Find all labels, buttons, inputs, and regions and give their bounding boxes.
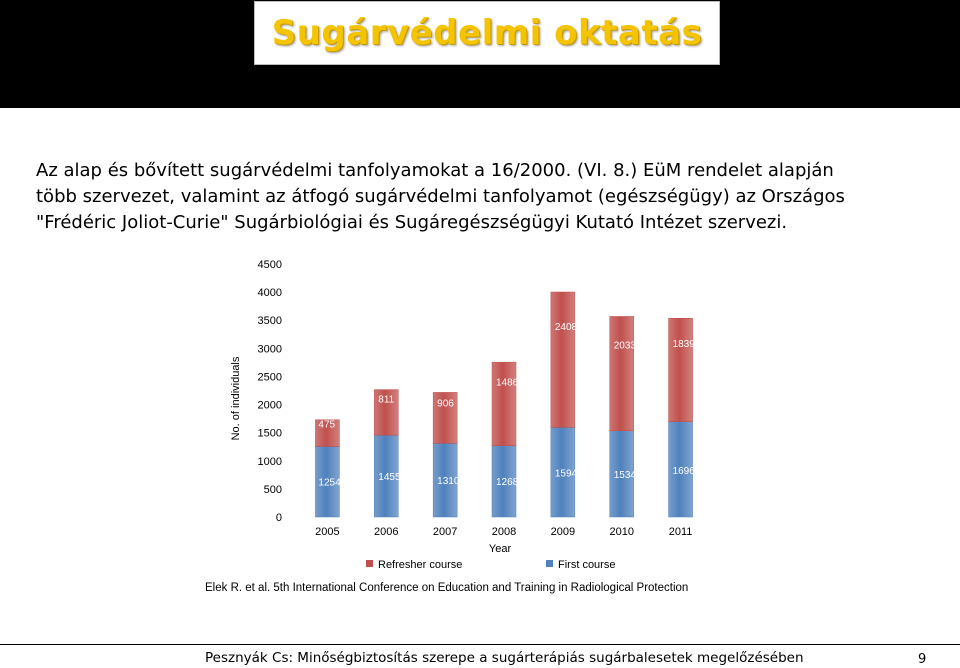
data-label: 1310 [437, 475, 460, 487]
bar-refresher-course-2009 [551, 292, 575, 427]
x-axis-label: Year [488, 543, 512, 555]
bar-refresher-course-2008 [492, 362, 516, 446]
data-label: 906 [437, 398, 454, 410]
legend-label: Refresher course [378, 559, 463, 571]
y-tick-label: 4500 [257, 259, 282, 271]
slide-title: Sugárvédelmi oktatás [271, 13, 703, 53]
data-label: 2408 [554, 321, 578, 333]
y-tick-label: 1000 [257, 455, 282, 468]
x-tick-label: 2011 [668, 526, 693, 538]
data-label: 1268 [496, 476, 519, 488]
data-label: 1254 [318, 477, 341, 489]
data-label: 1455 [378, 472, 401, 484]
title-box [254, 1, 720, 65]
legend-swatch-first-course [546, 560, 553, 567]
x-tick-label: 2005 [315, 526, 340, 538]
footer-divider [0, 644, 960, 645]
y-tick-label: 2000 [257, 399, 282, 412]
data-label: 1839 [672, 339, 695, 351]
page-number: 9 [918, 652, 927, 667]
data-label: 1696 [672, 466, 695, 478]
data-label: 1594 [554, 468, 578, 480]
x-tick-label: 2010 [609, 526, 634, 538]
y-tick-label: 2500 [257, 371, 282, 384]
footer-text: Pesznyák Cs: Minőségbiztosítás szerepe a sugárterápiás sugárbalesetek megelőzésében [205, 650, 804, 666]
y-tick-label: 4000 [257, 287, 282, 300]
bar-refresher-course-2011 [669, 318, 693, 421]
y-tick-label: 3500 [257, 315, 282, 328]
body-line-2: több szervezet, valamint az átfogó sugárvédelmi tanfolyamot (egészségügy) az Országos [36, 186, 845, 207]
y-tick-label: 3000 [257, 343, 282, 356]
legend-label: First course [558, 559, 616, 571]
data-label: 475 [318, 419, 336, 431]
y-tick-label: 0 [275, 512, 282, 524]
data-label: 1534 [613, 470, 636, 482]
data-label: 2033 [613, 340, 636, 352]
y-tick-label: 500 [263, 483, 282, 496]
x-tick-label: 2008 [491, 526, 517, 538]
y-axis-label: No. of individuals [230, 356, 242, 441]
bar-refresher-course-2010 [610, 316, 634, 430]
legend-swatch-refresher-course [366, 560, 373, 567]
body-paragraph [36, 158, 936, 236]
x-tick-label: 2007 [432, 526, 458, 538]
x-tick-label: 2006 [374, 526, 399, 538]
data-label: 1486 [496, 377, 519, 389]
stacked-bar-chart [220, 256, 720, 578]
body-line-1: Az alap és bővített sugárvédelmi tanfolyamokat a 16/2000. (VI. 8.) EüM rendelet alapján [36, 160, 834, 181]
body-line-3: "Frédéric Joliot-Curie" Sugárbiológiai és Sugáregészségügyi Kutató Intézet szervezi. [36, 212, 788, 233]
title-band [0, 0, 960, 108]
x-tick-label: 2009 [550, 526, 576, 538]
reference-text: Elek R. et al. 5th International Conference on Education and Training in Radiological Protection [205, 582, 689, 594]
y-tick-label: 1500 [257, 427, 282, 440]
data-label: 811 [378, 394, 395, 406]
